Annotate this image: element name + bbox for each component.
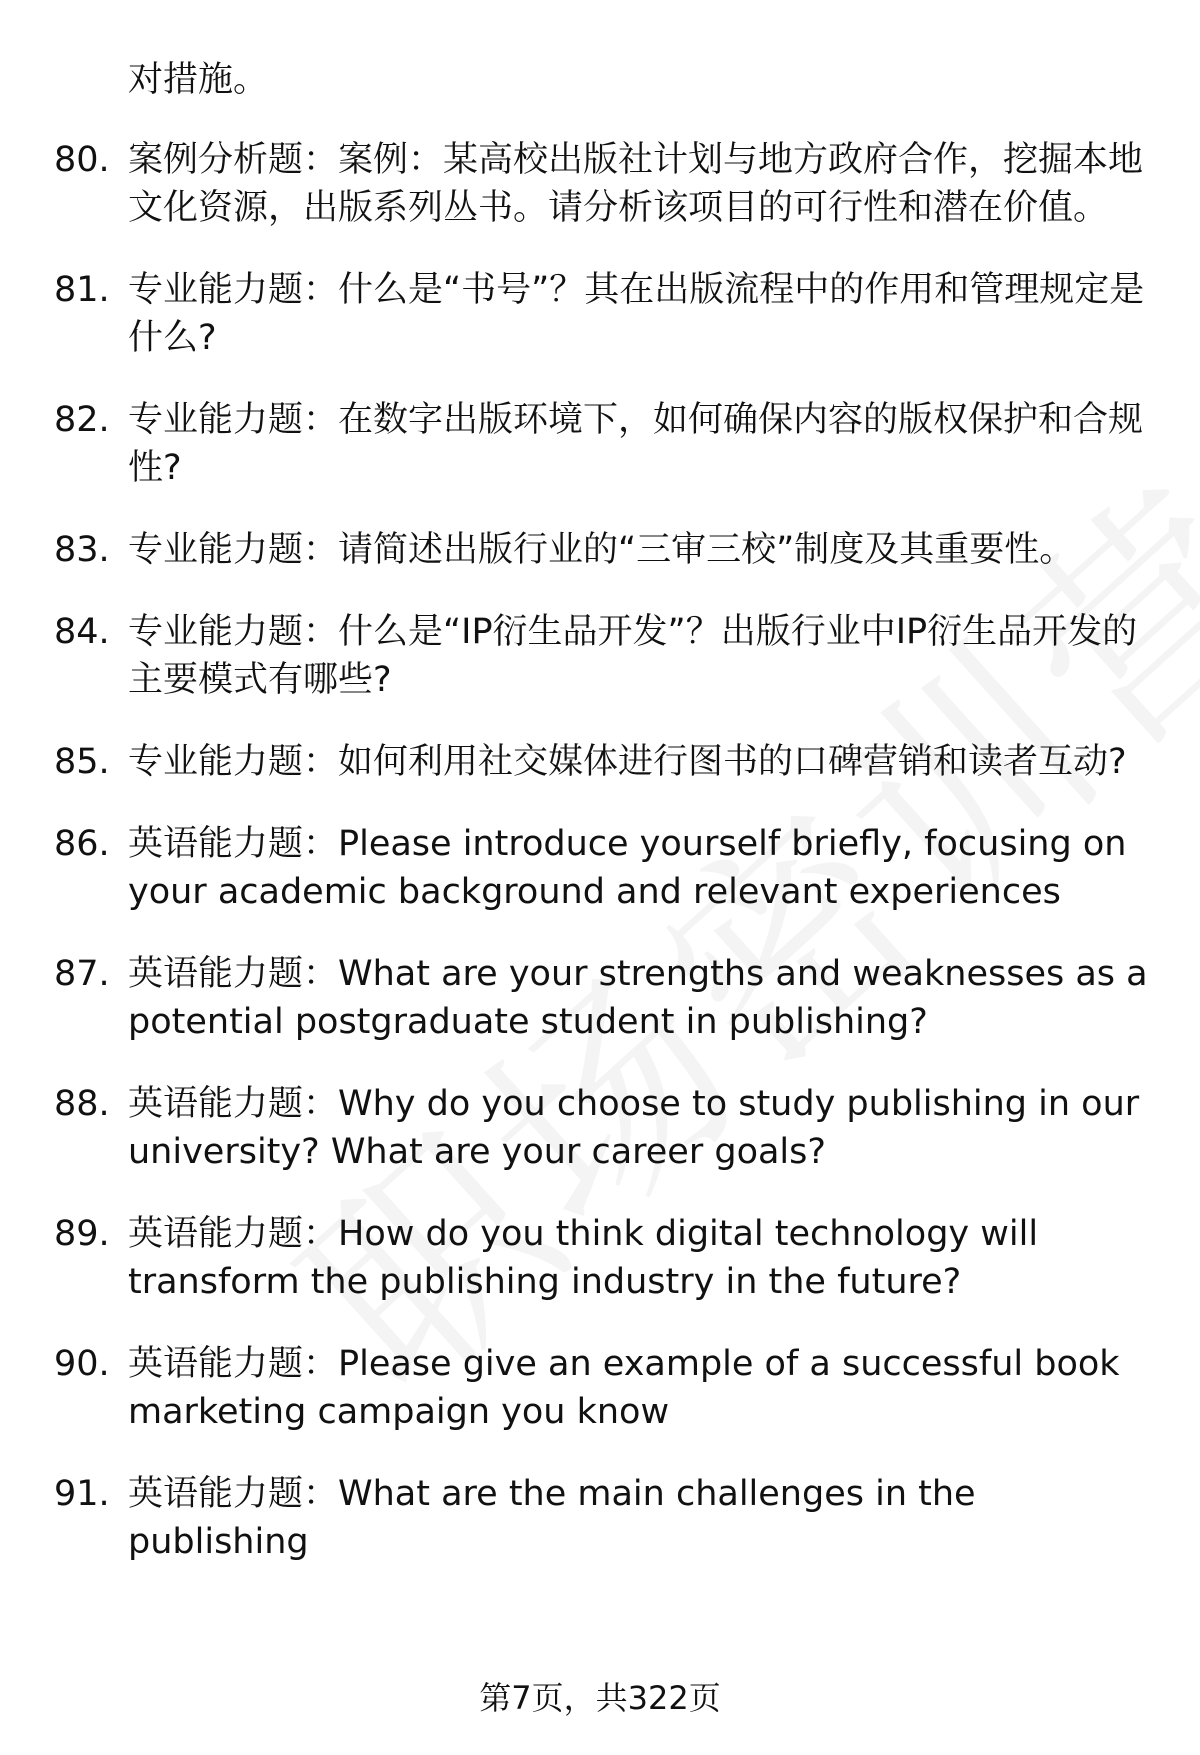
question-number: 90. bbox=[54, 1344, 110, 1384]
question-item bbox=[0, 950, 1158, 1046]
question-item bbox=[0, 738, 1158, 786]
question-item bbox=[0, 1210, 1158, 1306]
question-number: 80. bbox=[54, 140, 110, 180]
question-text: 专业能力题：请简述出版行业的“三审三校”制度及其重要性。 bbox=[128, 530, 1075, 570]
question-item bbox=[0, 820, 1158, 916]
question-number: 82. bbox=[54, 400, 110, 440]
question-item bbox=[0, 1080, 1158, 1176]
question-number: 89. bbox=[54, 1214, 110, 1254]
question-text: 案例分析题：案例：某高校出版社计划与地方政府合作，挖掘本地文化资源，出版系列丛书。请分析该项目的可行性和潜在价值。 bbox=[128, 140, 1144, 228]
question-text: 英语能力题：How do you think digital technology will transform the publishing industry in the future? bbox=[128, 1214, 1039, 1302]
question-number: 88. bbox=[54, 1084, 110, 1124]
continuation-text: 对措施。 bbox=[128, 60, 269, 100]
question-item bbox=[0, 266, 1158, 362]
question-number: 83. bbox=[54, 530, 110, 570]
question-text: 专业能力题：如何利用社交媒体进行图书的口碑营销和读者互动? bbox=[128, 742, 1127, 782]
question-text: 专业能力题：什么是“书号”？其在出版流程中的作用和管理规定是什么? bbox=[128, 270, 1145, 358]
question-item bbox=[0, 1470, 1158, 1566]
question-text: 英语能力题：Why do you choose to study publishing in our university? What are your career goals? bbox=[128, 1084, 1140, 1172]
question-number: 85. bbox=[54, 742, 110, 782]
question-item bbox=[0, 526, 1158, 574]
question-item bbox=[0, 396, 1158, 492]
question-item bbox=[0, 136, 1158, 232]
question-text: 英语能力题：What are your strengths and weaknesses as a potential postgraduate student in publishing? bbox=[128, 954, 1148, 1042]
question-number: 81. bbox=[54, 270, 110, 310]
page-footer: 第7页，共322页 bbox=[479, 1679, 721, 1717]
question-list bbox=[0, 136, 1200, 1600]
question-text: 专业能力题：什么是“IP衍生品开发”？出版行业中IP衍生品开发的主要模式有哪些? bbox=[128, 612, 1138, 700]
question-item bbox=[0, 608, 1158, 704]
question-number: 84. bbox=[54, 612, 110, 652]
question-text: 英语能力题：Please introduce yourself briefly, focusing on your academic background and relevant experiences bbox=[128, 824, 1127, 912]
question-text: 英语能力题：Please give an example of a successful book marketing campaign you know bbox=[128, 1344, 1120, 1432]
question-item bbox=[0, 1340, 1158, 1436]
question-text: 专业能力题：在数字出版环境下，如何确保内容的版权保护和合规性? bbox=[128, 400, 1144, 488]
question-number: 91. bbox=[54, 1474, 110, 1514]
question-number: 87. bbox=[54, 954, 110, 994]
question-text: 英语能力题：What are the main challenges in the publishing bbox=[128, 1474, 976, 1562]
question-number: 86. bbox=[54, 824, 110, 864]
